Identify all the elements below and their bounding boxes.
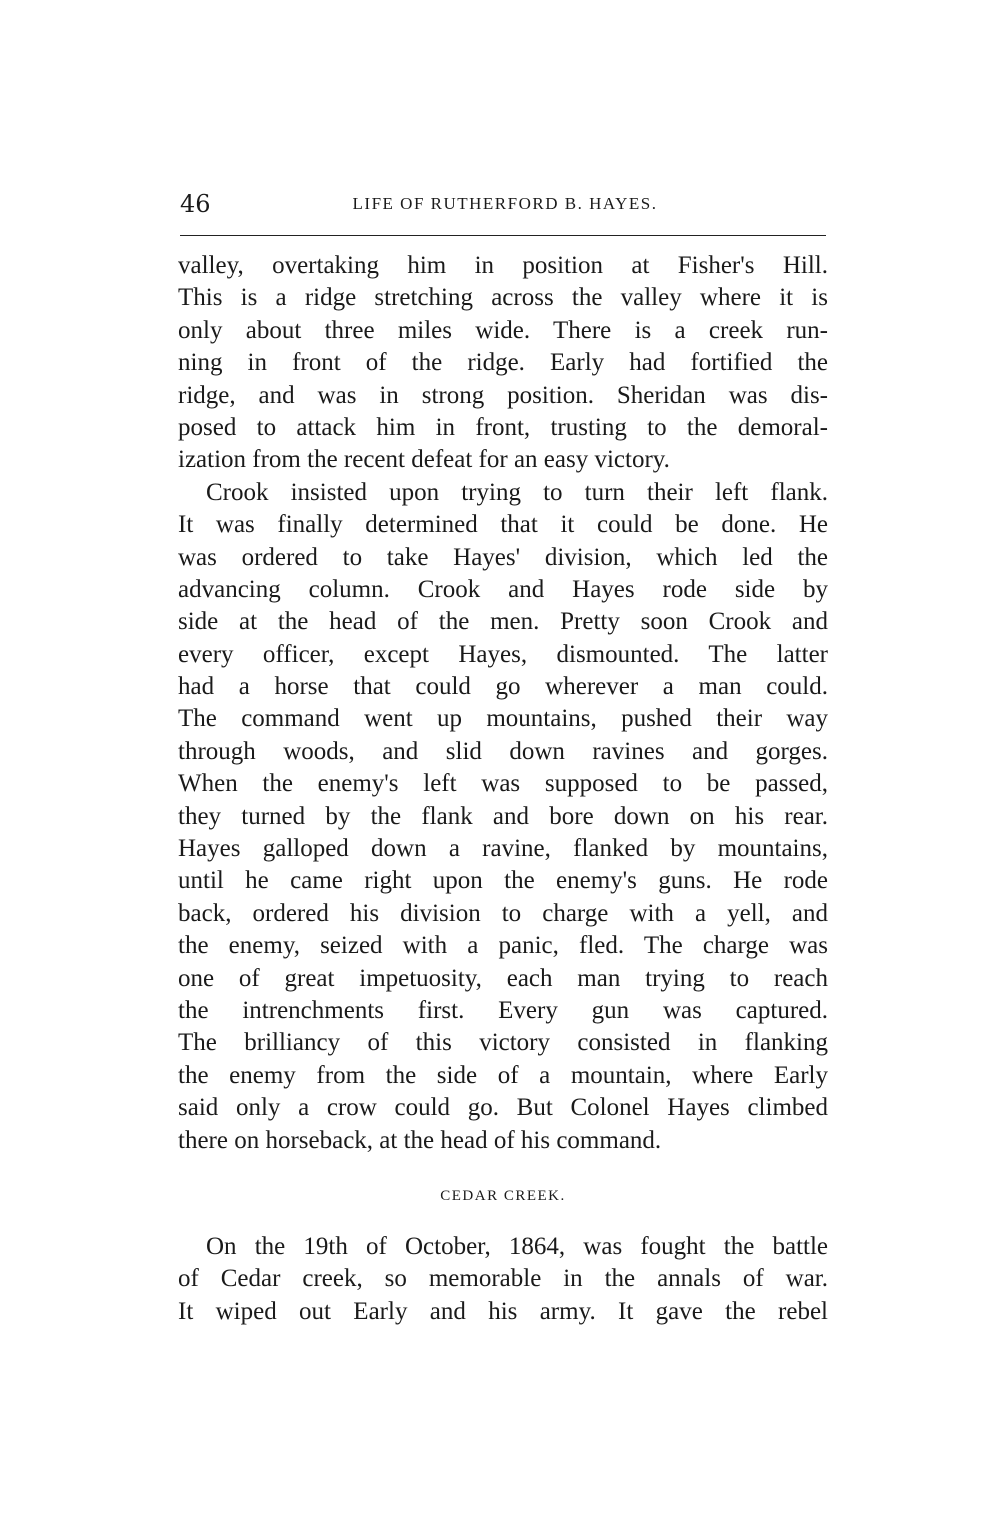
paragraph-1 xyxy=(178,250,828,477)
text-line: through woods, and slid down ravines and gorges. xyxy=(178,737,828,765)
text-line: one of great impetuosity, each man trying to reach xyxy=(178,964,828,992)
text-line: every officer, except Hayes, dismounted. The latter xyxy=(178,640,828,668)
text-line: back, ordered his division to charge with a yell, and xyxy=(178,899,828,927)
paragraph-3 xyxy=(178,1231,828,1328)
text-line: It was finally determined that it could be done. He xyxy=(178,511,828,539)
text-line: the intrenchments first. Every gun was captured. xyxy=(178,996,828,1024)
text-line: until he came right upon the enemy's guns. He rode xyxy=(178,867,828,895)
running-title: LIFE OF RUTHERFORD B. HAYES. xyxy=(352,194,658,213)
text-line: Hayes galloped down a ravine, flanked by mountains, xyxy=(178,835,828,863)
text-line: This is a ridge stretching across the valley where it is xyxy=(178,284,828,312)
text-line: the enemy, seized with a panic, fled. The charge was xyxy=(178,932,828,960)
text-line: ization from the recent defeat for an easy victory. xyxy=(178,446,670,474)
text-line: The command went up mountains, pushed their way xyxy=(178,705,828,733)
text-line: Crook insisted upon trying to turn their left flank. xyxy=(206,478,828,506)
text-line: ning in front of the ridge. Early had fortified the xyxy=(178,349,828,377)
section-heading: CEDAR CREEK. xyxy=(440,1187,566,1204)
header-rule xyxy=(180,235,826,236)
text-line: said only a crow could go. But Colonel Hayes climbed xyxy=(178,1094,828,1122)
page-number: 46 xyxy=(180,190,211,218)
text-line: only about three miles wide. There is a creek run- xyxy=(178,316,828,344)
paragraph-2 xyxy=(178,477,828,1157)
body-text xyxy=(178,250,828,1328)
text-line: there on horseback, at the head of his command. xyxy=(178,1126,662,1154)
text-line: was ordered to take Hayes' division, which led the xyxy=(178,543,828,571)
text-line: The brilliancy of this victory consisted in flanking xyxy=(178,1029,828,1057)
text-line: valley, overtaking him in position at Fisher's Hill. xyxy=(178,252,828,279)
text-line: they turned by the flank and bore down on his rear. xyxy=(178,802,828,830)
text-line: When the enemy's left was supposed to be passed, xyxy=(178,770,828,798)
text-line: ridge, and was in strong position. Sheridan was dis- xyxy=(178,381,828,409)
text-line: advancing column. Crook and Hayes rode side by xyxy=(178,575,828,603)
text-line: side at the head of the men. Pretty soon Crook and xyxy=(178,608,828,636)
text-line: On the 19th of October, 1864, was fought the battle xyxy=(206,1232,828,1260)
text-line: posed to attack him in front, trusting to the demoral- xyxy=(178,413,828,441)
text-line: the enemy from the side of a mountain, where Early xyxy=(178,1061,828,1089)
text-line: of Cedar creek, so memorable in the annals of war. xyxy=(178,1265,828,1293)
text-line: had a horse that could go wherever a man could. xyxy=(178,673,828,701)
text-line: It wiped out Early and his army. It gave the rebel xyxy=(178,1297,828,1325)
